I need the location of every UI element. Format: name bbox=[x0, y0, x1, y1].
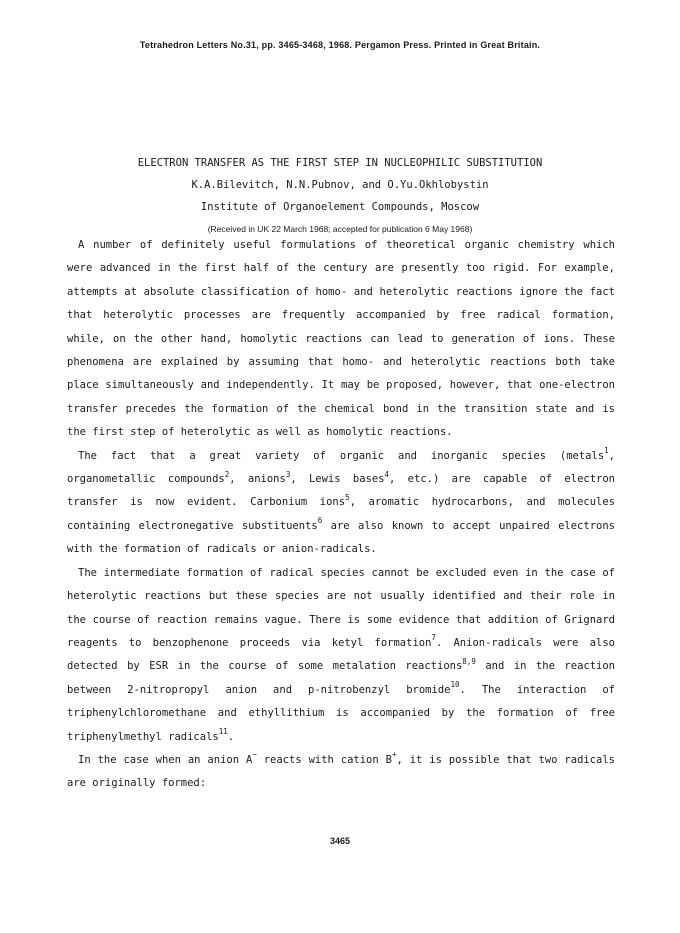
reference-superscript: 4 bbox=[384, 469, 390, 479]
reference-superscript: − bbox=[252, 750, 257, 760]
reference-superscript: 11 bbox=[218, 727, 228, 737]
paragraph-text: , etc.) are capable of electron transfer is now evident. Carbonium ions bbox=[67, 473, 615, 509]
author-list: K.A.Bilevitch, N.N.Pubnov, and O.Yu.Okhlobystin bbox=[191, 179, 489, 191]
paragraph-text: The intermediate formation of radical species cannot be excluded even in the case of heterolytic reactions but these species are not usually identified and their role in the course of reaction remains vague. There is some evidence that addition of Grignard reagents to benzophenone proceeds via ketyl formation bbox=[67, 566, 615, 649]
paragraph-text: are also known to accept unpaired electrons with the formation of radicals or anion-radicals. bbox=[67, 519, 615, 556]
reference-superscript: 7 bbox=[431, 633, 436, 643]
body-paragraph bbox=[67, 562, 615, 749]
running-header: Tetrahedron Letters No.31, pp. 3465-3468, 1968. Pergamon Press. Printed in Great Britain. bbox=[139, 40, 541, 50]
reference-superscript: 6 bbox=[317, 516, 323, 526]
title-block bbox=[0, 152, 680, 240]
article-title: ELECTRON TRANSFER AS THE FIRST STEP IN NUCLEOPHILIC SUBSTITUTION bbox=[137, 157, 543, 169]
received-date: (Received in UK 22 March 1968; accepted for publication 6 May 1968) bbox=[207, 224, 473, 234]
paragraph-text: . bbox=[227, 730, 235, 743]
page-number: 3465 bbox=[329, 836, 351, 846]
paragraph-text: reacts with cation B bbox=[256, 753, 392, 766]
paragraph-text: . Anion-radicals were also detected by ESR in the course of some metalation reactions bbox=[67, 636, 615, 673]
reference-superscript: 8,9 bbox=[462, 656, 476, 666]
article-body bbox=[67, 234, 615, 796]
paragraph-text: The fact that a great variety of organic and inorganic species (metals bbox=[78, 449, 605, 462]
reference-superscript: 5 bbox=[345, 492, 350, 502]
paragraph-text: , anions bbox=[229, 473, 286, 486]
reference-superscript: + bbox=[391, 750, 397, 760]
paragraph-text: , organometallic compounds bbox=[67, 449, 615, 486]
reference-superscript: 10 bbox=[450, 680, 460, 690]
reference-superscript: 1 bbox=[604, 446, 609, 456]
paragraph-text: and in the reaction between 2-nitropropyl anion and p-nitrobenzyl bromide bbox=[67, 660, 616, 696]
paragraph-text: , it is possible that two radicals are originally formed: bbox=[67, 753, 615, 790]
body-paragraph bbox=[67, 749, 615, 796]
institute: Institute of Organoelement Compounds, Moscow bbox=[200, 201, 480, 213]
paragraph-text: , Lewis bases bbox=[290, 473, 385, 486]
paragraph-text: , aromatic hydrocarbons, and molecules containing electronegative substituents bbox=[67, 496, 616, 532]
reference-superscript: 3 bbox=[285, 469, 291, 479]
paragraph-text: . The interaction of triphenylchloromethane and ethyllithium is accompanied by the formation of free triphenylmethyl radicals bbox=[67, 683, 616, 743]
body-paragraph bbox=[67, 234, 615, 445]
paragraph-text: In the case when an anion A bbox=[78, 753, 253, 766]
body-paragraph bbox=[67, 445, 615, 562]
paragraph-text: A number of definitely useful formulations of theoretical organic chemistry which were advanced in the first half of the century are presently too rigid. For example, attempts at absolute classification of homo- and heterolytic reactions ignore the fact that heterolytic processes are frequently accompanied by free radical formation, while, on the other hand, homolytic reactions can lead to generation of ions. These phenomena are explained by assuming that homo- and heterolytic reactions both take place simultaneously and independently. It may be proposed, however, that one-electron transfer precedes the formation of the chemical bond in the transition state and is the first step of heterolytic as well as homolytic reactions. bbox=[67, 239, 615, 439]
reference-superscript: 2 bbox=[224, 469, 230, 479]
